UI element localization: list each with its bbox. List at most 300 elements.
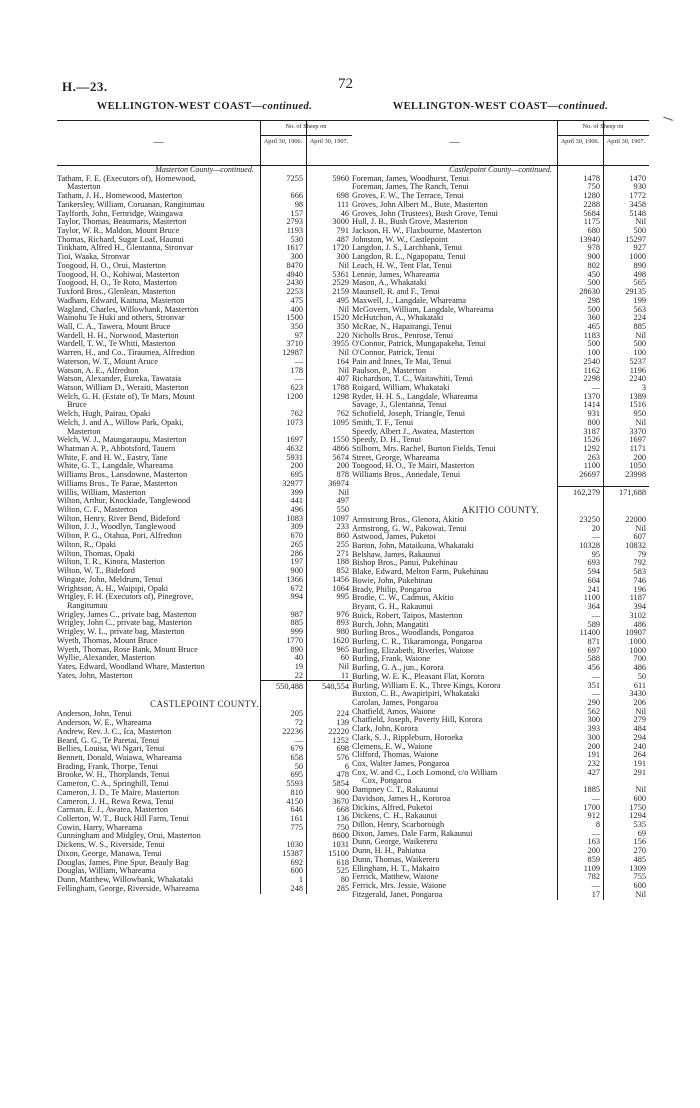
table-row <box>352 568 649 577</box>
table-row <box>352 401 649 410</box>
owner-name: Cameron, J. H., Rewa Rewa, Tenui <box>57 797 174 806</box>
table-row <box>352 777 649 786</box>
owner-name: Welch, W. J., Maungaraupu, Masterton <box>57 436 187 445</box>
owner-name: Wardell, H. H., Norwood, Masterton <box>57 331 179 340</box>
sheep-1907: 164 <box>336 356 349 366</box>
owner-name: Willis, William, Masterton <box>57 488 146 497</box>
sheep-1906: 40 <box>294 653 303 663</box>
sheep-1907: 3430 <box>629 689 646 699</box>
sheep-1907: 22220 <box>328 726 349 736</box>
column-header <box>57 120 352 166</box>
table-row <box>57 340 352 349</box>
table-row <box>57 297 352 306</box>
owner-name: Welch, J. and A., Willow Park, Opaki, <box>57 418 184 427</box>
sheep-1906: 594 <box>587 567 600 577</box>
owner-name: Douglas, William, Whareama <box>57 867 156 876</box>
sheep-1906: — <box>591 671 600 681</box>
sheep-1907: 500 <box>633 339 646 349</box>
sheep-1906: 17 <box>591 889 600 899</box>
table-row <box>352 682 649 691</box>
owner-name: Yates, Edward, Woodland Whare, Masterton <box>57 662 205 671</box>
table-body <box>57 166 352 894</box>
owner-name: Wilton, W. T., Bideford <box>57 567 135 576</box>
owner-name: Dickens, W. S., Riverside, Tenui <box>57 841 165 850</box>
sheep-1906: 241 <box>587 584 600 594</box>
owner-name: Dixon, James, Dale Farm, Rakaunui <box>352 829 473 838</box>
sheep-1907: 1697 <box>629 435 646 445</box>
sheep-1906: 1770 <box>286 635 303 645</box>
sheep-1906: 994 <box>290 592 303 602</box>
owner-name: Wilton, Arthur, Knockiade, Tanglewood <box>57 497 191 506</box>
sheep-1906: 750 <box>587 182 600 192</box>
sheep-1907: 900 <box>336 787 349 797</box>
sheep-1906: 298 <box>587 295 600 305</box>
sheep-1906: 1193 <box>286 226 303 236</box>
sheep-1907: 2159 <box>332 287 349 297</box>
sheep-1906: 1175 <box>583 217 600 227</box>
owner-name: Dampney C. T., Rakaunui <box>352 786 439 795</box>
sheep-1906: 263 <box>587 452 600 462</box>
sheep-1906: — <box>591 793 600 803</box>
sheep-1907: 6 <box>344 761 349 771</box>
county-heading <box>57 698 352 710</box>
owner-name: Watson, William D., Weraiti, Masterton <box>57 383 189 392</box>
owner-name: Stilborn, Mrs. Rachel, Burton Fields, Tenui <box>352 445 496 453</box>
sheep-1907: 878 <box>336 470 349 480</box>
sheep-1906: 2288 <box>583 199 600 209</box>
table-row <box>57 585 352 594</box>
sheep-1907: 1252 <box>332 735 349 745</box>
owner-name: Watson, A. E., Alfredton <box>57 366 139 375</box>
table-row <box>352 586 649 595</box>
owner-name: Groves, F. W., The Terrace, Tenui <box>352 192 464 201</box>
table-row <box>57 454 352 463</box>
sheep-1907: 3000 <box>332 217 349 227</box>
sheep-1907: 600 <box>633 881 646 891</box>
owner-name: Wilton, C. F., Masterton <box>57 506 138 515</box>
owner-name: Wyeth, Thomas, Rose Bank, Mount Bruce <box>57 645 198 654</box>
sheep-1906: 450 <box>587 269 600 279</box>
owner-name: Tatham, F. E. (Executors of), Homewood, <box>57 174 196 183</box>
heading-text: Castlepoint County—continued. <box>449 165 552 174</box>
sheep-1906: 1073 <box>286 417 303 427</box>
owner-name: Burling, C. R., Tikaramonga, Pongaroa <box>352 637 483 646</box>
table-row <box>352 525 649 534</box>
owner-name: Jackson, H. W., Flaxbourne, Masterton <box>352 227 482 236</box>
sheep-1906: 1162 <box>583 365 600 375</box>
owner-name: Taylor, Thomas, Beaumaris, Masterton <box>57 218 187 227</box>
sheep-1906: — <box>294 735 303 745</box>
owner-name: Welch, Hugh, Pairau, Opaki <box>57 410 151 419</box>
sheep-1907: 1000 <box>629 252 646 262</box>
sheep-1906: 162,279 <box>557 486 603 498</box>
owner-name: Wainohu Te Huki and others, Stronvar <box>57 314 185 323</box>
sheep-1906: 978 <box>587 243 600 253</box>
sheep-1906: 530 <box>290 234 303 244</box>
sheep-1907: 1456 <box>332 574 349 584</box>
table-row <box>352 314 649 323</box>
owner-name: Wrigley, F. H. (Executors of), Pinegrove, <box>57 593 194 602</box>
owner-name: Dickins, Alfred, Puketoi <box>352 803 433 812</box>
table-row <box>352 786 649 795</box>
owner-name: Taylforth, John, Fernridge, Waingawa <box>57 209 183 218</box>
table-row <box>352 673 649 682</box>
sheep-1906: 500 <box>587 339 600 349</box>
owner-name: Savage, J., Glentanna, Tenui <box>352 401 447 410</box>
table-row <box>57 358 352 367</box>
owner-name: Wilton, P. G., Otahua, Pori, Alfredton <box>57 532 182 541</box>
sheep-1906: — <box>591 689 600 699</box>
owner-name: Johnston, W. W., Castlepoint <box>352 235 448 244</box>
table-row <box>352 332 649 341</box>
owner-name: O'Connor, Patrick, Tenui <box>352 349 435 358</box>
table-row <box>57 567 352 576</box>
table-row <box>57 737 352 746</box>
table-row <box>352 375 649 384</box>
sheep-1906: 800 <box>587 417 600 427</box>
sheep-1906: 28630 <box>579 287 600 297</box>
owner-name: Burling, Elizabeth, Riverles, Waione <box>352 646 474 655</box>
page-number: 72 <box>338 76 353 92</box>
owner-name: Toogood, H. O., Te Roto, Masterton <box>57 279 177 288</box>
sheep-1907: 498 <box>633 269 646 279</box>
sheep-1907: 407 <box>336 374 349 384</box>
owner-name: Ferrick, Matthew, Waione <box>352 873 439 882</box>
sheep-1907: 255 <box>336 539 349 549</box>
sheep-1907: 1470 <box>629 173 646 183</box>
table-row <box>57 419 352 428</box>
owner-name: Fellingham, George, Riverside, Whareama <box>57 884 200 893</box>
sheep-1907: 607 <box>633 532 646 542</box>
table-row <box>57 497 352 506</box>
sheep-1907: 1031 <box>332 840 349 850</box>
owner-name: Thomas, Richard, Sugar Loaf, Haunui <box>57 235 184 244</box>
sheep-1907: 980 <box>336 627 349 637</box>
sheep-1907: 1000 <box>629 636 646 646</box>
sheep-1906: 232 <box>587 759 600 768</box>
sheep-1906: 693 <box>587 558 600 568</box>
heading-text: AKITIO COUNTY. <box>461 504 540 515</box>
sheep-1907: 930 <box>633 182 646 192</box>
owner-name: Welch, G. H. (Estate of), Te Mars, Mount <box>57 392 195 401</box>
sheep-1906: 427 <box>587 767 600 777</box>
owner-name: Toogood, H. O., Te Mairi, Masterton <box>352 462 475 471</box>
owner-name: Smith, T. F., Tenui <box>352 418 414 427</box>
owner-name: Rangitumau <box>67 601 108 610</box>
table-row <box>57 824 352 833</box>
table-row <box>57 480 352 489</box>
sheep-1907: 191 <box>633 759 646 768</box>
owner-name: Masterton <box>67 427 101 436</box>
owner-name: White, G. T., Langdale, Whareama <box>57 462 173 471</box>
table-row <box>57 876 352 885</box>
sheep-1907: 500 <box>633 226 646 236</box>
sheep-1906: 11400 <box>579 628 600 638</box>
sheep-1906: 931 <box>587 409 600 419</box>
owner-name: Wingate, John, Meldrum, Tenui <box>57 575 163 584</box>
sheep-1907: 478 <box>336 770 349 780</box>
table-row <box>352 821 649 830</box>
table-row <box>352 856 649 865</box>
table-row <box>352 210 649 219</box>
table-row <box>352 175 649 184</box>
owner-name: Wadham, Edward, Kaituna, Masterton <box>57 296 185 305</box>
table-row <box>57 672 352 681</box>
sheep-1907: Nil <box>635 523 646 533</box>
table-rows <box>57 166 352 894</box>
owner-name: Anderson, John, Tenui <box>57 710 132 719</box>
sheep-1906: 2793 <box>286 217 303 227</box>
table-row <box>352 638 649 647</box>
sheep-1907: 2529 <box>332 278 349 288</box>
table-row <box>352 699 649 708</box>
table-row <box>352 533 649 542</box>
table-row <box>352 384 649 393</box>
sheep-1907: 1516 <box>629 400 646 410</box>
sheep-1906: 5593 <box>286 779 303 789</box>
sheep-1906: 775 <box>290 822 303 832</box>
sheep-1907: 1520 <box>332 313 349 323</box>
sheep-1906: 191 <box>587 750 600 760</box>
owner-name: Wyeth, Thomas, Mount Bruce <box>57 636 158 645</box>
table-row <box>352 471 649 480</box>
table-row <box>57 236 352 245</box>
owner-name: Dickens, C. H., Rakaunui <box>352 812 438 821</box>
sheep-1907: 285 <box>336 883 349 893</box>
heading-text: Masterton County—continued. <box>155 165 254 174</box>
table-row <box>57 850 352 859</box>
sheep-1906: 2253 <box>286 287 303 297</box>
sheep-1906: 364 <box>587 602 600 612</box>
table-row <box>57 745 352 754</box>
table-row <box>57 244 352 253</box>
owner-name: Richardson, T. C., Waitawhiti, Tenui <box>352 375 473 384</box>
table-row <box>352 436 649 445</box>
stray-mark <box>661 117 673 127</box>
table-row <box>57 602 352 611</box>
table-row <box>57 611 352 620</box>
sheep-1907: 618 <box>336 857 349 867</box>
sheep-1906: 351 <box>587 680 600 690</box>
sheep-1906: 3187 <box>583 426 600 436</box>
owner-name: Foreman, James, Woodhurst, Tenui <box>352 174 469 183</box>
sheep-1906: — <box>591 828 600 838</box>
owner-name: Wilton, T. R., Kinora, Masterton <box>57 558 165 567</box>
county-subheading <box>352 166 649 175</box>
owner-name: Davidson, James H., Kororoa <box>352 794 451 803</box>
section-title-suffix: continued. <box>558 101 609 112</box>
sheep-1906: 900 <box>290 566 303 576</box>
owner-name: Wagland, Charles, Willowbank, Masterton <box>57 305 199 314</box>
sheep-1906: 200 <box>587 741 600 751</box>
table-row <box>57 789 352 798</box>
sheep-1907: 792 <box>633 558 646 568</box>
owner-name: Tioi, Waaka, Stronvar <box>57 253 130 262</box>
table-row <box>57 806 352 815</box>
section-title-suffix: continued. <box>262 101 313 112</box>
sheep-1907: 300 <box>336 252 349 262</box>
table-row <box>352 795 649 804</box>
owner-name <box>57 680 260 692</box>
sheep-1907: 485 <box>633 854 646 864</box>
sheep-1907: 1620 <box>332 635 349 645</box>
table-row <box>352 655 649 664</box>
sheep-1907: 1171 <box>629 444 646 453</box>
sheep-1906: 782 <box>587 872 600 882</box>
sheep-1906: 100 <box>587 348 600 358</box>
owner-name: White, F. and H. W., Eastry, Tane <box>57 453 168 462</box>
table-row <box>352 236 649 245</box>
owner-name: Blake, Edward, Melton Farm, Pukehinau <box>352 568 489 577</box>
sheep-1906: 679 <box>290 744 303 754</box>
sheep-1907: 852 <box>336 566 349 576</box>
table-row <box>352 603 649 612</box>
sheep-1906: 163 <box>587 837 600 847</box>
owner-name: Groves, John Albert M., Bute, Masterton <box>352 200 488 209</box>
owner-name: Maxwell, J., Langdale, Whareama <box>352 296 466 305</box>
owner-name: Burch, John, Mangatiti <box>352 620 429 629</box>
table-row <box>352 734 649 743</box>
table-row <box>57 314 352 323</box>
sheep-1906: 1200 <box>286 391 303 401</box>
table-row <box>57 532 352 541</box>
sheep-1907: 950 <box>633 409 646 419</box>
owner-name: Ellingham, H. T., Makairo <box>352 864 440 873</box>
sheep-1906: 4632 <box>286 444 303 453</box>
sheep-1907: 976 <box>336 609 349 619</box>
owner-name: Tuxford Bros., Glenlean, Masterton <box>57 288 176 297</box>
table-row <box>352 664 649 673</box>
table-row <box>57 436 352 445</box>
table-row <box>352 462 649 471</box>
total-row <box>57 680 352 692</box>
table-row <box>352 253 649 262</box>
table-row <box>352 708 649 717</box>
sheep-1906: 885 <box>290 618 303 628</box>
sheep-1907: 206 <box>633 697 646 707</box>
sheep-1907: 750 <box>336 822 349 832</box>
owner-name: Fitzgerald, Janet, Pongaroa <box>352 890 443 899</box>
owner-name: Langdon, J. S., Larchbank, Tenui <box>352 244 463 253</box>
owner-name: Paulson, P., Masterton <box>352 366 426 375</box>
sheep-1906: 5684 <box>583 208 600 218</box>
sheep-1907: 224 <box>336 709 349 719</box>
heading-text: CASTLEPOINT COUNTY. <box>150 699 259 710</box>
table-row <box>352 725 649 734</box>
header-sheep-count: No. of Sheep on <box>285 123 327 130</box>
table-row <box>57 515 352 524</box>
owner-name: Burling, W. E. K., Pleasant Flat, Korora <box>352 672 485 681</box>
sheep-1907: 224 <box>633 313 646 323</box>
table-row <box>57 262 352 271</box>
sheep-1907: 220 <box>336 330 349 340</box>
table-row <box>352 201 649 210</box>
sheep-1906: 3710 <box>286 339 303 349</box>
owner-name: Groves, John (Trustees), Bush Grove, Tenui <box>352 209 498 218</box>
owner-name: McRae, N., Hapairangi, Tenui <box>352 322 452 331</box>
table-row <box>57 410 352 419</box>
sheep-1906: 4940 <box>286 269 303 279</box>
owner-name: Mason, A., Whakataki <box>352 279 427 288</box>
table-row <box>352 804 649 813</box>
table-row <box>352 577 649 586</box>
sheep-1906: 200 <box>290 461 303 471</box>
owner-name: Burling Bros., Woodlands, Pongaroa <box>352 629 474 638</box>
sheep-1907: 893 <box>336 618 349 628</box>
table-row <box>57 227 352 236</box>
table-row <box>352 716 649 725</box>
table-row <box>57 462 352 471</box>
sheep-1906: 50 <box>294 761 303 771</box>
owner-name: Brady, Philip, Pongaroa <box>352 585 432 594</box>
owner-name: Collerton, W. T., Buck Hill Farm, Tenui <box>57 815 189 824</box>
owner-name: Speedy, D. H., Tenui <box>352 436 422 445</box>
table-row <box>57 332 352 341</box>
table-row <box>352 516 649 525</box>
table-row <box>57 175 352 184</box>
sheep-1906: 10328 <box>579 541 600 551</box>
sheep-1906: 1100 <box>583 593 600 603</box>
sheep-1906: 1366 <box>286 574 303 584</box>
sheep-1906: — <box>591 532 600 542</box>
sheep-1907: Nil <box>635 330 646 340</box>
table-row <box>57 183 352 192</box>
sheep-1907: Nil <box>635 217 646 227</box>
column-header <box>352 120 649 166</box>
sheep-1906: 2430 <box>286 278 303 288</box>
sheep-1907: 1064 <box>332 583 349 593</box>
owner-name: Barton, John, Mataikuna, Whakataki <box>352 542 474 551</box>
sheep-1907: 3955 <box>332 339 349 349</box>
table-row <box>352 612 649 621</box>
table-row <box>57 576 352 585</box>
sheep-1907: 2240 <box>629 374 646 384</box>
owner-name: Bowie, John, Pukehinau <box>352 576 433 585</box>
table-row <box>57 654 352 663</box>
sheep-1907: 495 <box>336 295 349 305</box>
owner-name: Astwood, James, Puketoi <box>352 533 436 542</box>
sheep-1907: 79 <box>637 549 646 559</box>
sheep-1906: 1500 <box>286 313 303 323</box>
sheep-1906: 900 <box>587 252 600 262</box>
sheep-1907: 486 <box>633 619 646 629</box>
sheep-1907: 291 <box>633 767 646 777</box>
sheep-1906: 2298 <box>583 374 600 384</box>
sheep-1907: 15297 <box>625 234 646 244</box>
owner-name: Pain and Innes, Te Mai, Tenui <box>352 357 452 366</box>
sheep-1907: 995 <box>336 592 349 602</box>
sheep-1906: — <box>294 356 303 366</box>
table-row <box>352 271 649 280</box>
page-ref: H.—23. <box>62 79 108 94</box>
sheep-1906: 465 <box>587 321 600 331</box>
sheep-1906: 562 <box>587 706 600 716</box>
table-row <box>57 210 352 219</box>
sheep-1906: 600 <box>290 866 303 876</box>
sheep-1906: 8 <box>595 820 600 830</box>
table-row <box>57 841 352 850</box>
owner-name: Warren, H., and Co., Tiraumea, Alfredton <box>57 349 195 358</box>
owner-name: Hull, J. B., Bush Grove, Masterton <box>352 218 468 227</box>
sheep-1907: 111 <box>337 199 349 209</box>
table-row <box>57 375 352 384</box>
sheep-1906: 197 <box>290 557 303 567</box>
owner-name: Cameron, C. A., Springhill, Tenui <box>57 780 169 789</box>
sheep-1907: 486 <box>633 663 646 673</box>
section-title <box>352 100 649 114</box>
owner-name: Carman, E. J., Awatea, Masterton <box>57 806 168 815</box>
sheep-1907: Nil <box>338 348 349 358</box>
